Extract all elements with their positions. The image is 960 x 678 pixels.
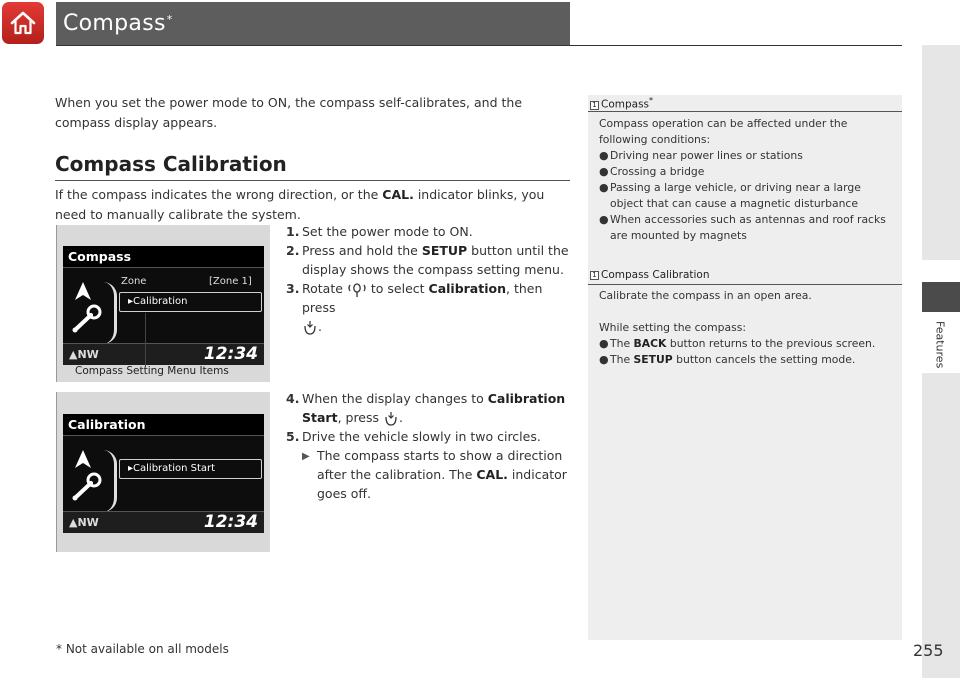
home-icon [8, 8, 38, 38]
steps-group-1 [286, 222, 571, 336]
reference-icon: 1 [590, 271, 599, 280]
screen-panel-compass [56, 225, 270, 382]
interface-dial-icon [347, 282, 367, 298]
result-arrow-icon: ▶ [302, 451, 310, 462]
note-rule [588, 111, 902, 112]
side-tab-active-marker[interactable] [922, 282, 960, 312]
heading-indicator: ▲NW [69, 516, 99, 529]
intro-text: When you set the power mode to ON, the compass self-calibrates, and the compass display appears. [55, 95, 523, 130]
menu-item-calibration[interactable]: ▸Calibration [119, 292, 262, 312]
page-number: 255 [913, 641, 944, 660]
menu-item-calibration-start[interactable]: ▸Calibration Start [119, 459, 262, 479]
step-4: 4. When the display changes to Calibration Start, press . [286, 391, 566, 425]
zone-value: [Zone 1] [209, 276, 252, 287]
section-lead: If the compass indicates the wrong direction, or the CAL. indicator blinks, you need to manually calibrate the system. [55, 187, 545, 222]
step-5: 5. Drive the vehicle slowly in two circles. [286, 429, 541, 444]
step-5-result: ▶ The compass starts to show a direction after the calibration. The CAL. indicator goes off. [302, 448, 567, 501]
footnote: * Not available on all models [56, 642, 229, 656]
side-tab-upper [922, 45, 960, 260]
screen-panel-calibration [56, 392, 270, 552]
menu-arc [103, 450, 117, 512]
screen-footer [63, 343, 264, 365]
heading-indicator: ▲NW [69, 348, 99, 361]
callout-line [145, 313, 146, 367]
note-rule [588, 284, 902, 285]
side-tab-label[interactable]: Features [933, 321, 947, 369]
press-dial-icon [383, 411, 399, 427]
compass-wrench-icon [71, 448, 105, 506]
page-title: Compass* [63, 11, 173, 36]
screen-caption: Compass Setting Menu Items [75, 365, 229, 377]
title-rule [56, 45, 902, 46]
section-heading: Compass Calibration [55, 152, 287, 176]
zone-label: Zone [121, 276, 147, 287]
clock: 12:34 [203, 344, 258, 364]
side-tab-lower [922, 373, 960, 678]
display-screen-compass [63, 246, 264, 365]
step-2: 2. Press and hold the SETUP button until the display shows the compass setting menu. [286, 243, 569, 277]
display-screen-calibration [63, 414, 264, 533]
press-dial-icon [302, 320, 318, 336]
notes-sidebar [588, 95, 902, 640]
section-rule [55, 180, 570, 181]
note-heading-calibration[interactable]: 1 Compass Calibration [588, 269, 902, 281]
compass-wrench-icon [71, 280, 105, 338]
note-body-compass: Compass operation can be affected under the following conditions: ● Driving near power lines or stations ● Crossing a bridge ● Passing a large vehicle, or driving near a large object that can cause a magnetic disturbance ● When accessories such as antennas and roof racks are mounted by magnets [599, 117, 886, 242]
clock: 12:34 [203, 512, 258, 532]
screen-footer [63, 511, 264, 533]
steps-group-2 [286, 389, 571, 503]
reference-icon: 1 [590, 101, 599, 110]
menu-arc [103, 282, 117, 344]
step-1: 1. Set the power mode to ON. [286, 224, 473, 239]
note-body-calibration: Calibrate the compass in an open area. While setting the compass: ● The BACK button returns to the previous screen. ● The SETUP button cancels the setting mode. [599, 289, 876, 366]
note-heading-compass[interactable]: 1 Compass* [588, 96, 902, 111]
home-button[interactable] [2, 2, 44, 44]
step-3: 3. Rotate to select Calibration, then press . [286, 281, 543, 334]
screen-title: Calibration [63, 414, 264, 436]
screen-title: Compass [63, 246, 264, 268]
title-bar [56, 2, 570, 45]
